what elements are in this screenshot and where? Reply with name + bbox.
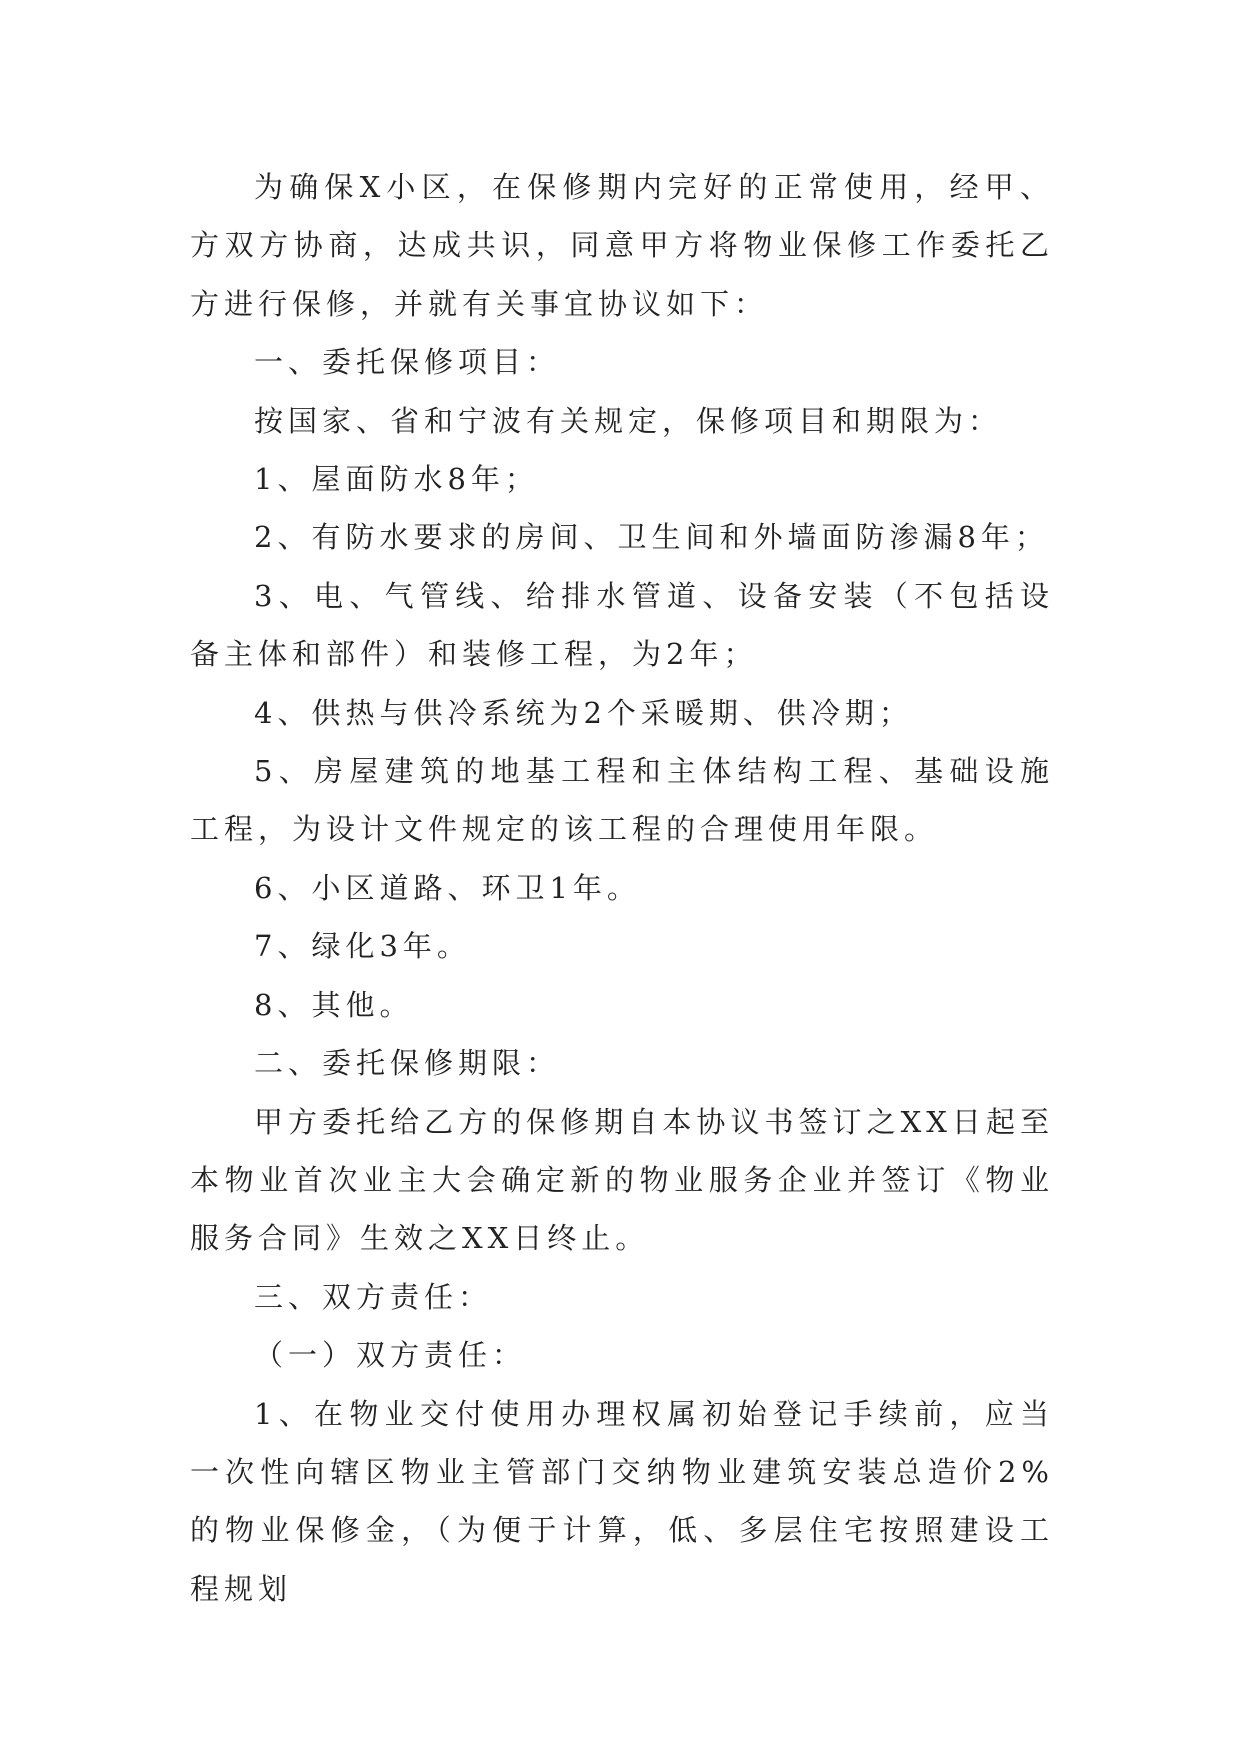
heading-section-2: 二、委托保修期限：	[254, 1046, 561, 1081]
paragraph-responsibility-1: 1、在物业交付使用办理权属初始登记手续前，应当一次性向辖区物业主管部门交纳物业建筑安装总造价2%的物业保修金，（为便于计算，低、多层住宅按照建设工程规划	[190, 1396, 1054, 1606]
heading-section-1: 一、委托保修项目：	[254, 345, 561, 380]
paragraph-intro: 为确保X小区，在保修期内完好的正常使用，经甲、方双方协商，达成共识，同意甲方将物业保修工作委托乙方进行保修，并就有关事宜协议如下：	[190, 170, 1054, 321]
paragraph-term: 甲方委托给乙方的保修期自本协议书签订之XX日起至本物业首次业主大会确定新的物业服务企业并签订《物业服务合同》生效之XX日终止。	[190, 1104, 1054, 1256]
list-item-1: 1、屋面防水8年；	[254, 462, 539, 497]
document-body	[190, 158, 1054, 1618]
subheading-responsibilities: （一）双方责任：	[254, 1338, 527, 1373]
paragraph-regulation: 按国家、省和宁波有关规定，保修项目和期限为：	[254, 403, 1003, 438]
list-item-7: 7、绿化3年。	[254, 929, 471, 964]
list-item-2: 2、有防水要求的房间、卫生间和外墙面防渗漏8年；	[254, 520, 1049, 555]
heading-section-3: 三、双方责任：	[254, 1279, 493, 1314]
list-item-6: 6、小区道路、环卫1年。	[254, 870, 641, 905]
list-item-3: 3、电、气管线、给排水管道、设备安装（不包括设备主体和部件）和装修工程，为2年；	[190, 578, 1054, 672]
list-item-5: 5、房屋建筑的地基工程和主体结构工程、基础设施工程，为设计文件规定的该工程的合理使用年限。	[190, 754, 1054, 847]
list-item-4: 4、供热与供冷系统为2个采暖期、供冷期；	[254, 695, 913, 730]
list-item-8: 8、其他。	[254, 987, 414, 1022]
